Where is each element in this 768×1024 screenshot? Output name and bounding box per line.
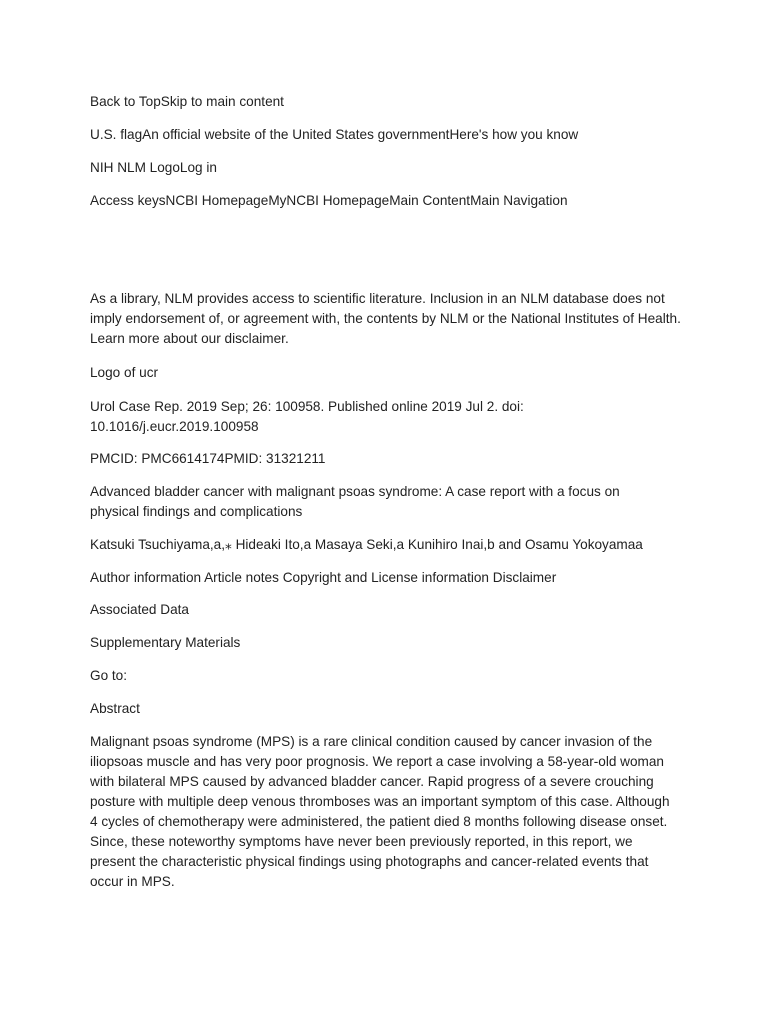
citation: Urol Case Rep. 2019 Sep; 26: 100958. Published online 2019 Jul 2. doi: 10.1016/j.eucr.2019.100958 [90,399,524,434]
main-content-link[interactable]: Main Content [389,193,471,208]
copyright-license-link[interactable]: Copyright and License information [282,570,489,585]
article-info-links [90,568,556,588]
skip-to-main-link[interactable]: Skip to main content [160,94,284,109]
nlm-disclaimer: As a library, NLM provides access to scientific literature. Inclusion in an NLM database does not imply endorsement of, or agreement with, the contents by NLM or the National Institutes of Health. Learn more about our disclaimer. [90,291,681,346]
supplementary-materials-link[interactable]: Supplementary Materials [90,635,241,650]
article-title: Advanced bladder cancer with malignant psoas syndrome: A case report with a focus on physical findings and complications [90,484,620,519]
myncbi-homepage-link[interactable]: MyNCBI Homepage [268,193,390,208]
pmcid: PMCID: PMC6614174 [90,451,225,466]
disclaimer-link[interactable]: Disclaimer [492,570,557,585]
pmid: PMID: 31321211 [224,451,326,466]
site-header [90,158,217,178]
official-website-text: An official website of the United States government [142,127,450,142]
accessibility-nav [90,191,568,211]
access-keys-link[interactable]: Access keys [90,193,166,208]
us-flag-icon: U.S. flag [90,127,143,142]
journal-logo[interactable]: Logo of ucr [90,365,159,380]
abstract-text: Malignant psoas syndrome (MPS) is a rare clinical condition caused by cancer invasion of the iliopsoas muscle and has very poor prognosis. We report a case involving a 58-year-old woman with bilateral MPS caused by advanced bladder cancer. Rapid progress of a severe crouching posture with multiple deep venous thromboses was an important symptom of this case. Although 4 cycles of chemotherapy were administered, the patient died 8 months following disease onset. Since, these noteworthy symptoms have never been previously reported, in this report, we present the characteristic physical findings using photographs and cancer-related events that occur in MPS. [90,734,670,889]
skip-links [90,92,284,112]
nih-nlm-logo[interactable]: NIH NLM Logo [90,160,180,175]
gov-banner [90,125,578,145]
ncbi-homepage-link[interactable]: NCBI Homepage [165,193,269,208]
main-navigation-link[interactable]: Main Navigation [470,193,568,208]
author-information-link[interactable]: Author information [90,570,202,585]
back-to-top-link[interactable]: Back to Top [90,94,161,109]
associated-data-link[interactable]: Associated Data [90,602,189,617]
abstract-heading: Abstract [90,701,140,716]
go-to-menu[interactable]: Go to: [90,668,128,683]
article-ids [90,449,326,469]
login-button[interactable]: Log in [179,160,217,175]
how-you-know-button[interactable]: Here's how you know [449,127,579,142]
author-list[interactable]: Katsuki Tsuchiyama,a,⁎ Hideaki Ito,a Masaya Seki,a Kunihiro Inai,b and Osamu Yokoyamaa [90,537,643,552]
article-notes-link[interactable]: Article notes [204,570,279,585]
